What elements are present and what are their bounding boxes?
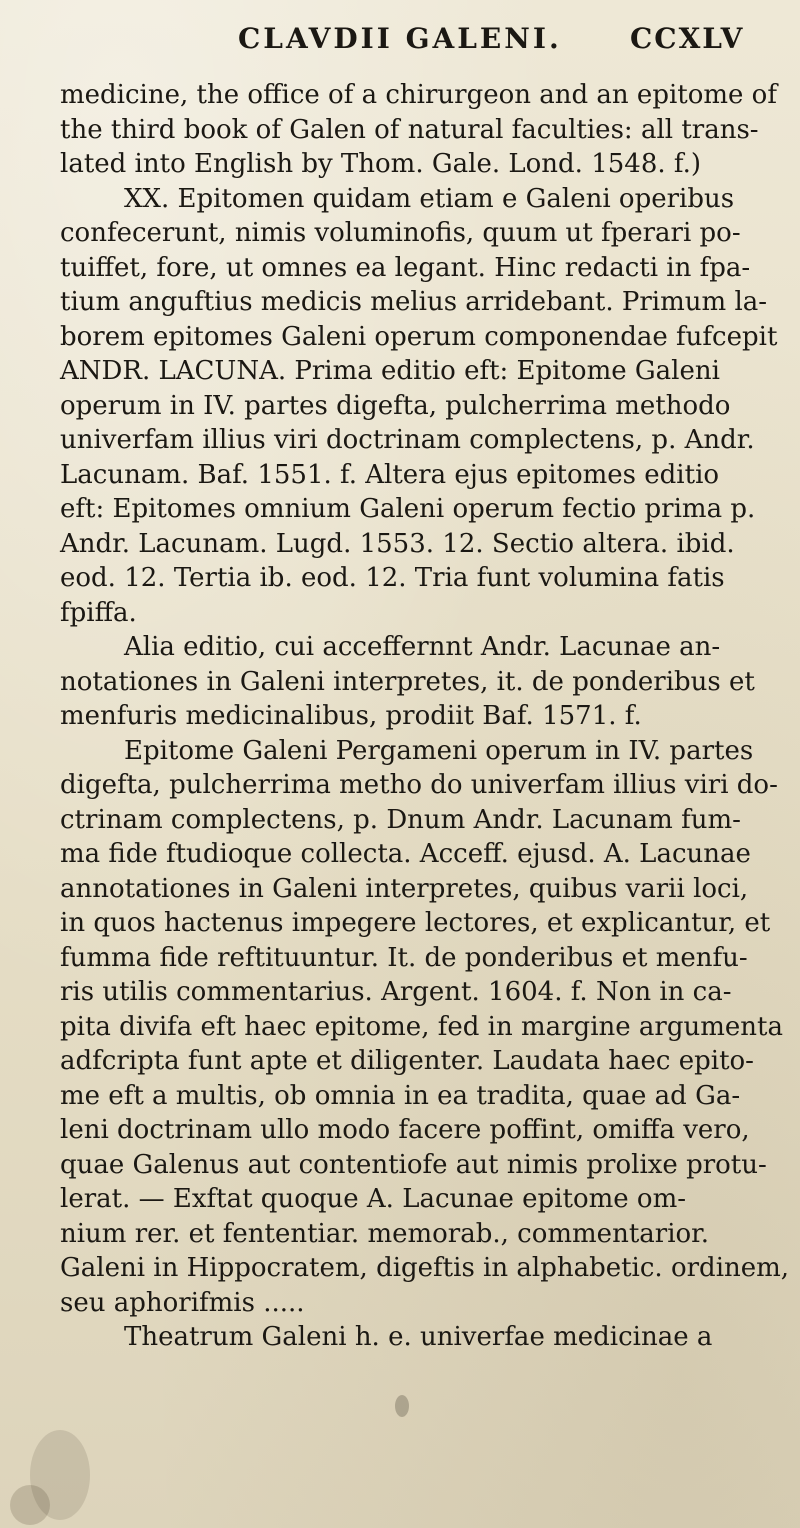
text-line: ANDR. LACUNA. Prima editio eft: Epitome Galeni [60,356,720,386]
text-line: Galeni in Hippocratem, digeftis in alphabetic. ordinem, [60,1253,790,1283]
text-line: eft: Epitomes omnium Galeni operum fectio prima p. [60,494,756,524]
text-line: fpiffa. [60,597,137,628]
text-line: me eft a multis, ob omnia in ea tradita, quae ad Ga- [60,1080,741,1111]
text-line: Andr. Lacunam. Lugd. 1553. 12. Sectio altera. ibid. [60,528,735,559]
text-line: notationes in Galeni interpretes, it. de ponderibus et [60,666,755,697]
text-line: nium rer. et fententiar. memorab., commentarior. [60,1218,709,1249]
text-line: Lacunam. Baf. 1551. f. Altera ejus epitomes editio [60,459,720,490]
text-line: tium anguftius medicis melius arridebant. Primum la- [60,287,768,317]
text-line: univerfam illius viri doctrinam complectens, p. Andr. [60,425,755,455]
text-line: ma fide ftudioque collecta. Acceff. ejusd. A. Lacunae [60,839,751,869]
text-line: menfuris medicinalibus, prodiit Baf. 1571. f. [60,701,642,731]
page-foxing [0,1390,800,1528]
text-line: borem epitomes Galeni operum componendae fufcepit [60,321,778,352]
page-number: CCXLV [630,22,745,55]
text-line: ris utilis commentarius. Argent. 1604. f. Non in ca- [60,977,732,1007]
text-line: Epitome Galeni Pergameni operum in IV. partes [124,735,754,766]
text-line: confecerunt, nimis voluminofis, quum ut fperari po- [60,218,741,248]
text-line: medicine, the office of a chirurgeon and an epitome of [60,80,777,110]
text-line: operum in IV. partes digefta, pulcherrima methodo [60,390,731,421]
text-line: in quos hactenus impegere lectores, et explicantur, et [60,908,771,938]
text-line: fumma fide reftituuntur. It. de ponderibus et menfu- [60,942,748,973]
running-head [0,14,800,58]
text-line: seu aphorifmis ..... [60,1287,305,1318]
text-line: eod. 12. Tertia ib. eod. 12. Tria funt volumina fatis [60,563,725,593]
text-line: Theatrum Galeni h. e. univerfae medicinae a [124,1322,713,1352]
text-line: lerat. — Exftat quoque A. Lacunae epitome om- [60,1184,687,1214]
text-line: digefta, pulcherrima metho do univerfam illius viri do- [60,770,778,800]
text-line: lated into English by Thom. Gale. Lond. 1548. f.) [60,149,701,179]
body-text [60,78,790,1355]
text-line: tuiffet, fore, ut omnes ea legant. Hinc redacti in fpa- [60,252,751,283]
text-line: annotationes in Galeni interpretes, quibus varii loci, [60,873,749,904]
running-title: CLAVDII GALENI. [238,22,562,55]
text-line: pita divifa eft haec epitome, fed in margine argumenta [60,1011,783,1042]
text-line: XX. Epitomen quidam etiam e Galeni operibus [124,183,735,214]
text-line: Alia editio, cui acceffernnt Andr. Lacunae an- [124,632,721,662]
text-line: the third book of Galen of natural faculties: all trans- [60,114,759,145]
text-line: ctrinam complectens, p. Dnum Andr. Lacunam fum- [60,804,741,835]
text-line: adfcripta funt apte et diligenter. Laudata haec epito- [60,1046,754,1076]
text-line: quae Galenus aut contentiofe aut nimis prolixe protu- [60,1149,767,1180]
text-line: leni doctrinam ullo modo facere poffint, omiffa vero, [60,1115,750,1145]
